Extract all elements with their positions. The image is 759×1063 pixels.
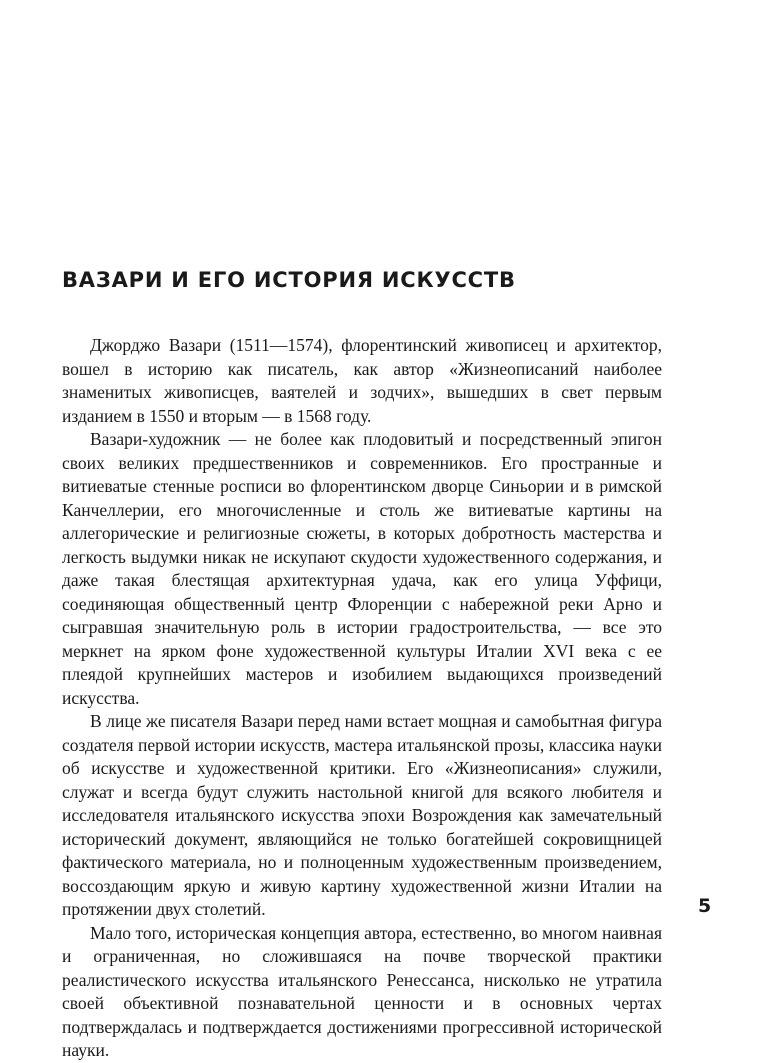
body-text [62,334,662,1063]
paragraph-1: Джорджо Вазари (1511—1574), флорентинский живописец и архитектор, вошел в историю как писатель, как автор «Жизнеописаний наиболее знаменитых живописцев, ваятелей и зодчих», вышедших в свет первым изданием в 1550 и вторым — в 1568 году. [62,335,662,426]
paragraph-4: Мало того, историческая концепция автора, естественно, во многом наивная и ограниченная, но сложившаяся на почве творческой практики реалистического искусства итальянского Ренессанса, нисколько не утратила своей объективной познавательной ценности и в основных чертах подтверждалась и подтверждается достижениями прогрессивной исторической науки. [62,922,662,1060]
paragraph-3: В лице же писателя Вазари перед нами встает мощная и самобытная фигура создателя первой истории искусств, мастера итальянской прозы, классика науки об искусстве и художественной критики. Его «Жизнеописания» служили, служат и всегда будут служить настольной книгой для всякого любителя и исследователя итальянского искусства эпохи Возрождения как замечательный исторический документ, являющийся не только богатейшей сокровищницей фактического материала, но и полноценным художественным произведением, воссоздающим яркую и живую картину художественной жизни Италии на протяжении двух столетий. [62,711,662,919]
page-number: 5 [698,895,712,917]
paragraph-2: Вазари-художник — не более как плодовитый и посредственный эпигон своих великих предшественников и современников. Его пространные и витиеватые стенные росписи во флорентинском дворце Синьории и в римской Канчеллерии, его многочисленные и столь же витиеватые картины на аллегорические и религиозные сюжеты, в которых добротность мастерства и легкость выдумки никак не искупают скудости художественного содержания, и даже такая блестящая архитектурная удача, как его улица Уффици, соединяющая общественный центр Флоренции с набережной реки Арно и сыгравшая значительную роль в истории градостроительства, — все это меркнет на ярком фоне художественной культуры Италии XVI века с ее плеядой крупнейших мастеров и изобилием выдающихся произведений искусства. [62,429,662,708]
chapter-title: ВАЗАРИ И ЕГО ИСТОРИЯ ИСКУССТВ [62,268,516,292]
